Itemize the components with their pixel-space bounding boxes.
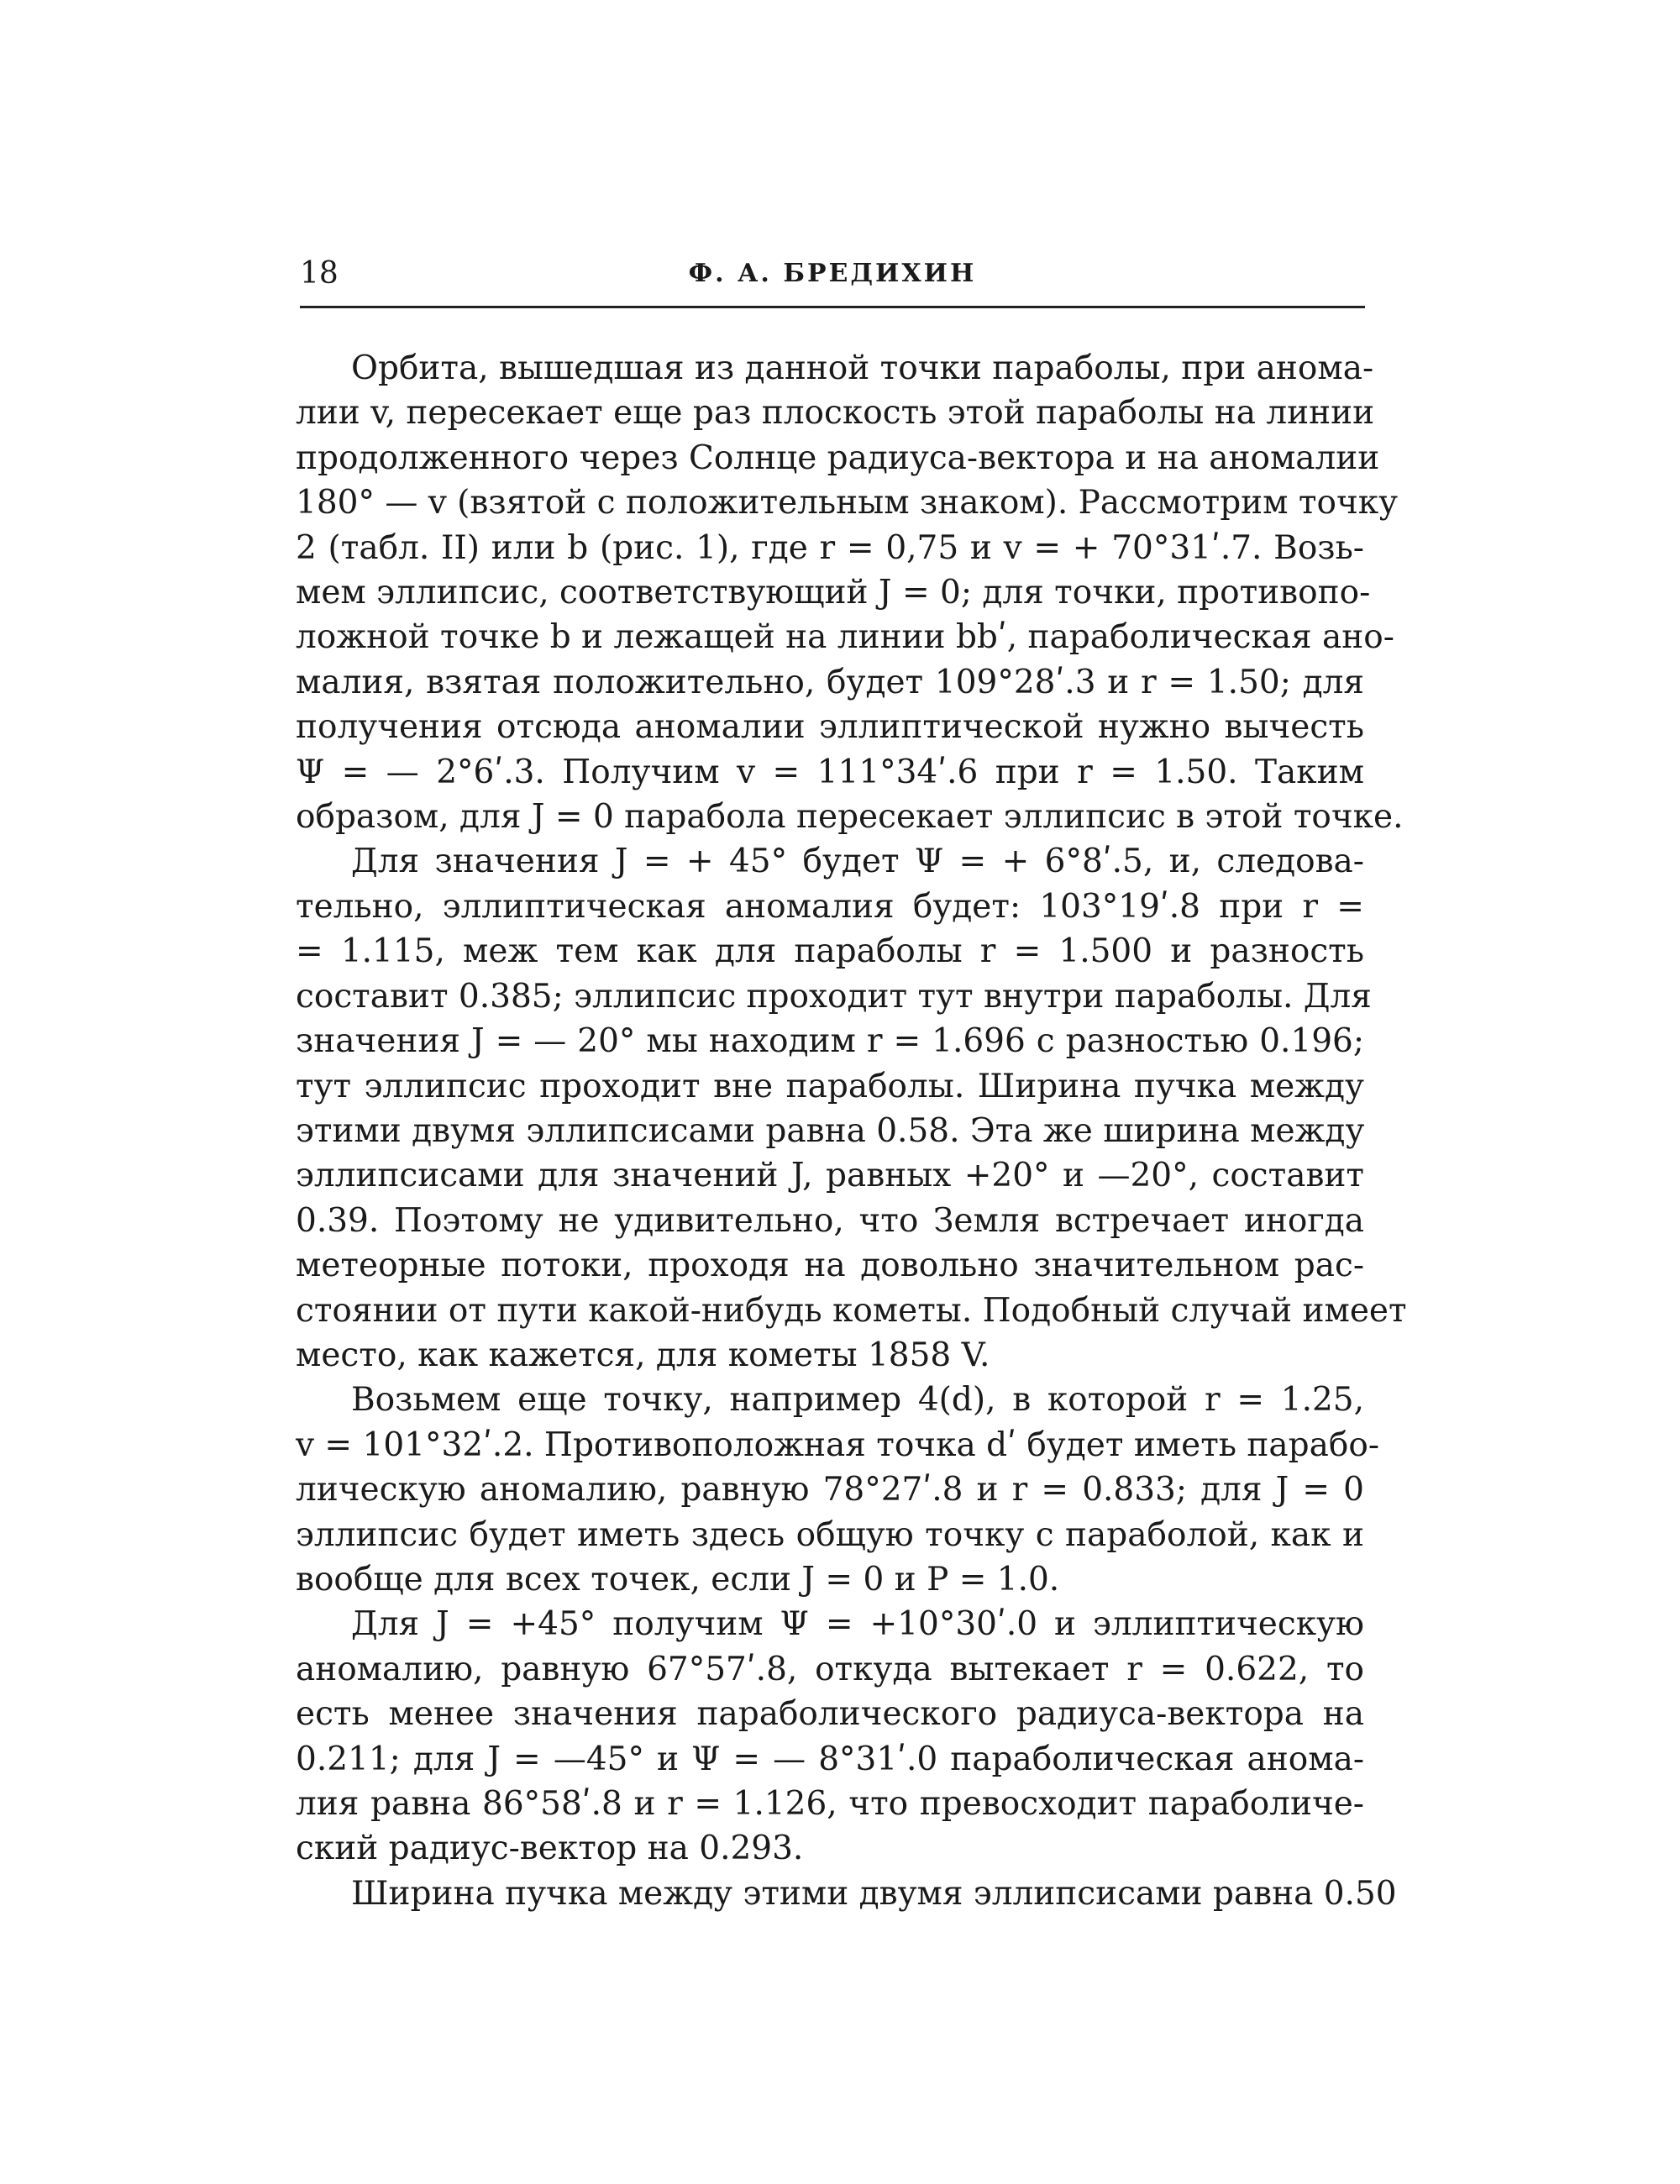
text-line: 180° — v (взятой с положительным знаком). Рассмотрим точку	[296, 484, 1399, 522]
text-line: тельно, эллиптическая аномалия будет: 103°19ʹ.8 при r =	[296, 887, 1364, 926]
running-title: Ф. А. БРЕДИХИН	[688, 259, 977, 288]
text-line: получения отсюда аномалии эллиптической нужно вычесть	[296, 708, 1364, 747]
page-number: 18	[300, 256, 339, 291]
text-line: Орбита, вышедшая из данной точки параболы, при анома-	[351, 349, 1374, 387]
text-line: ский радиус-вектор на 0.293.	[296, 1830, 804, 1868]
text-line: составит 0.385; эллипсис проходит тут внутри параболы. Для	[296, 977, 1372, 1016]
text-line: аномалию, равную 67°57ʹ.8, откуда вытекает r = 0.622, то	[296, 1650, 1364, 1688]
text-body	[296, 346, 1407, 1916]
text-line: лии v, пересекает еще раз плоскость этой параболы на линии	[296, 394, 1375, 433]
paragraph-2	[296, 839, 1407, 1378]
text-line: этими двумя эллипсисами равна 0.58. Эта же ширина между	[296, 1111, 1365, 1150]
text-line: Для J = +45° получим Ψ = +10°30ʹ.0 и эллиптическую	[351, 1605, 1364, 1644]
paragraph-4	[296, 1602, 1364, 1871]
text-line: стоянии от пути какой-нибудь кометы. Подобный случай имеет	[296, 1291, 1407, 1330]
text-line: вообще для всех точек, если J = 0 и P = 1.0.	[296, 1560, 1060, 1599]
text-line: 0.211; для J = —45° и Ψ = — 8°31ʹ.0 параболическая анома-	[296, 1740, 1364, 1778]
header-rule	[300, 306, 1365, 308]
text-line: метеорные потоки, проходя на довольно значительном рас-	[296, 1247, 1364, 1285]
text-line: Ψ = — 2°6ʹ.3. Получим v = 111°34ʹ.6 при r = 1.50. Таким	[296, 753, 1364, 791]
text-line: продолженного через Солнце радиуса-вектора и на аномалии	[296, 438, 1380, 477]
text-line: Возьмем еще точку, например 4(d), в которой r = 1.25,	[351, 1381, 1364, 1420]
text-line: мем эллипсис, соответствующий J = 0; для точки, противопо-	[296, 574, 1371, 612]
text-line: есть менее значения параболического радиуса-вектора на	[296, 1695, 1364, 1734]
text-line: 0.39. Поэтому не удивительно, что Земля встречает иногда	[296, 1201, 1364, 1240]
paragraph-5	[296, 1872, 1397, 1916]
text-line: лия равна 86°58ʹ.8 и r = 1.126, что превосходит параболиче-	[296, 1785, 1364, 1823]
running-head	[300, 254, 1365, 294]
text-line: 2 (табл. II) или b (рис. 1), где r = 0,75 и v = + 70°31ʹ.7. Возь-	[296, 528, 1364, 567]
text-line: малия, взятая положительно, будет 109°28ʹ.3 и r = 1.50; для	[296, 663, 1364, 701]
text-line: Ширина пучка между этими двумя эллипсисами равна 0.50	[351, 1874, 1397, 1913]
text-line: тут эллипсис проходит вне параболы. Ширина пучка между	[296, 1067, 1364, 1105]
text-line: v = 101°32ʹ.2. Противоположная точка dʹ будет иметь парабо-	[296, 1425, 1380, 1464]
text-line: значения J = — 20° мы находим r = 1.696 с разностью 0.196;	[296, 1022, 1364, 1061]
text-line: ложной точке b и лежащей на линии bbʹ, параболическая ано-	[296, 618, 1394, 657]
text-line: место, как кажется, для кометы 1858 V.	[296, 1336, 990, 1374]
text-line: лическую аномалию, равную 78°27ʹ.8 и r = 0.833; для J = 0	[296, 1471, 1364, 1509]
text-line: образом, для J = 0 парабола пересекает эллипсис в этой точке.	[296, 798, 1404, 837]
paragraph-3	[296, 1378, 1380, 1602]
text-line: эллипсис будет иметь здесь общую точку с параболой, как и	[296, 1515, 1364, 1554]
text-line: эллипсисами для значений J, равных +20° и —20°, составит	[296, 1157, 1364, 1195]
text-line: Для значения J = + 45° будет Ψ = + 6°8ʹ.5, и, следова-	[351, 843, 1364, 881]
paragraph-1	[296, 346, 1404, 839]
text-line: = 1.115, меж тем как для параболы r = 1.500 и разность	[296, 932, 1364, 971]
